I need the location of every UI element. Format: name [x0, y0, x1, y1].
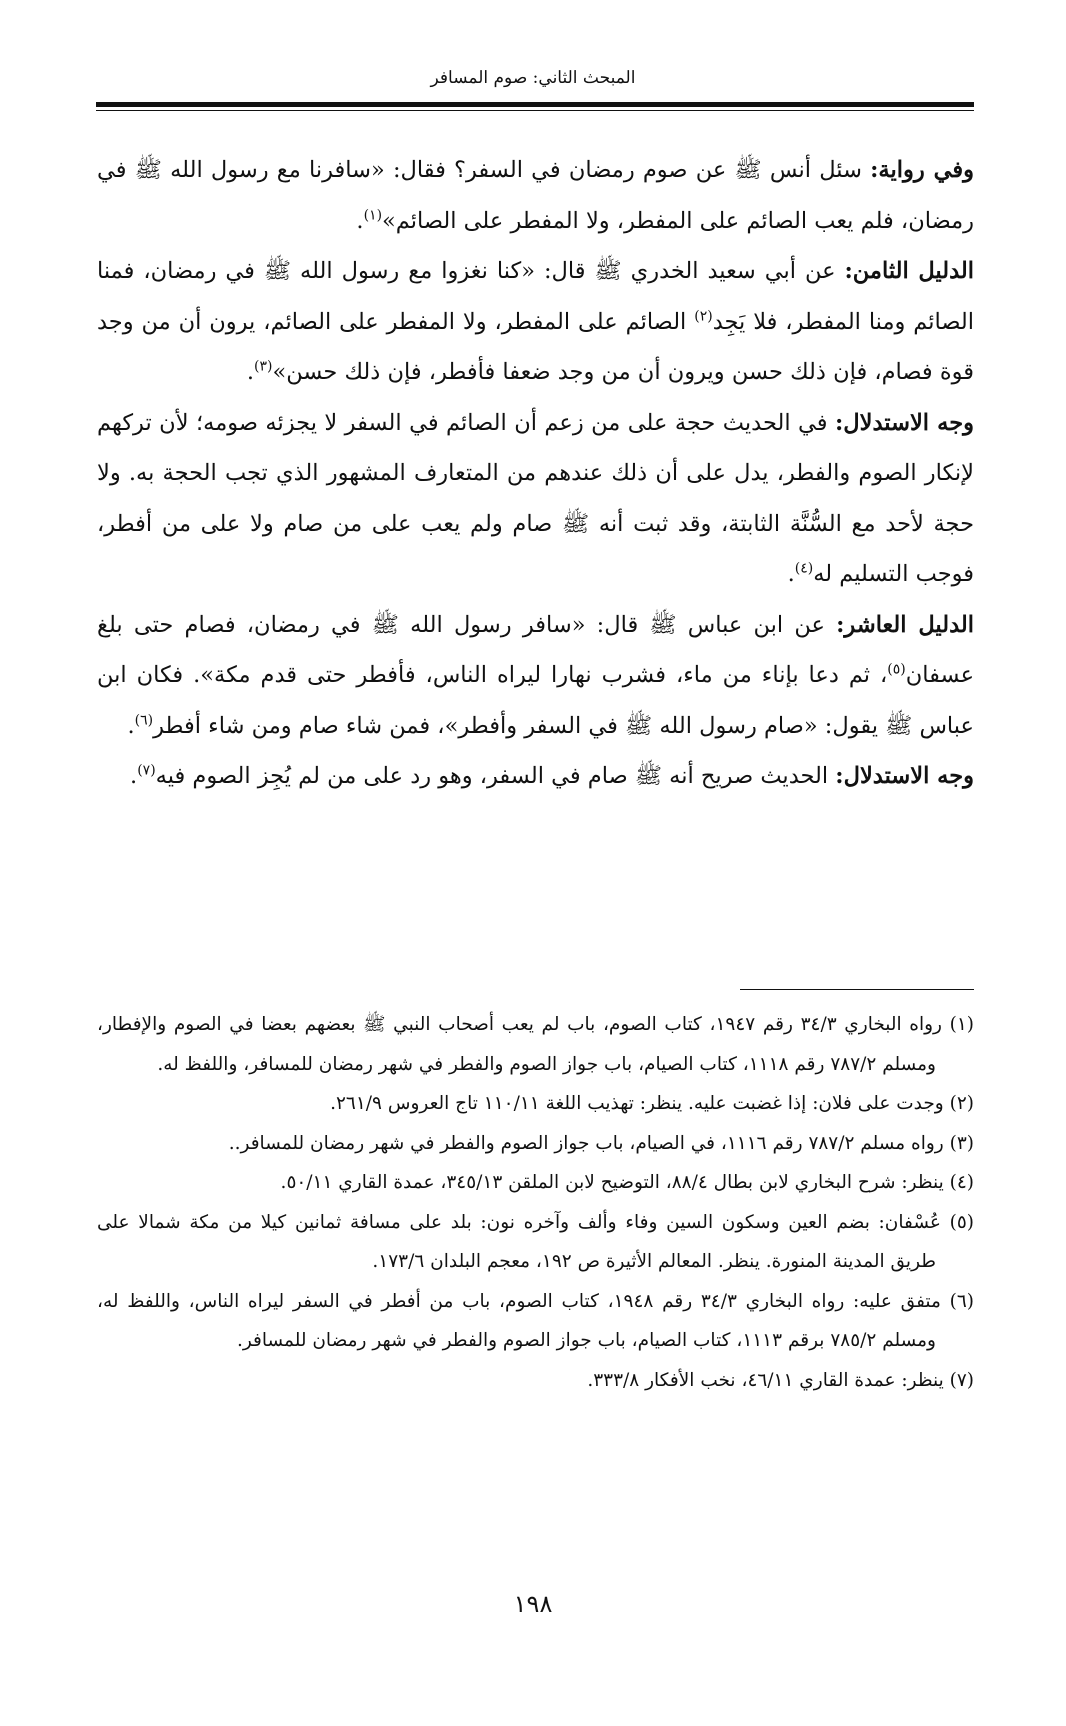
footnote-7: (٧) ينظر: عمدة القاري ٤٦/١١، نخب الأفكار ٣٣٣/٨.: [587, 1369, 974, 1391]
footnote-ref-5[interactable]: (٥): [887, 661, 906, 678]
page-number: ١٩٨: [513, 1590, 553, 1618]
paragraph-label: الدليل الثامن:: [844, 258, 974, 284]
paragraph-label: وفي رواية:: [870, 157, 974, 183]
footnote-ref-3[interactable]: (٣): [253, 358, 273, 375]
paragraph-end: .: [356, 207, 364, 234]
paragraph-end: .: [246, 359, 254, 385]
main-text: [97, 145, 974, 802]
paragraph-text: سئل أنس ﷺ عن صوم رمضان في السفر؟ فقال: «سافرنا مع رسول الله ﷺ في رمضان، فلم يعب الصائم على المفطر، ولا المفطر على الصائم»: [97, 157, 974, 234]
header-rule-thick: [96, 102, 974, 107]
paragraph-end: .: [127, 712, 135, 739]
footnote-6: (٦) متفق عليه: رواه البخاري ٣٤/٣ رقم ١٩٤٨، كتاب الصوم، باب من أفطر في السفر ليراه الناس، واللفظ له، ومسلم ٧٨٥/٢ برقم ١١١٣، كتاب الصيام، باب جواز الصوم والفطر في شهر رمضان للمسافر.: [97, 1290, 974, 1351]
paragraph-label: وجه الاستدلال:: [835, 763, 974, 789]
footnote-5: (٥) عُسْفان: بضم العين وسكون السين وفاء وألف وآخره نون: بلد على مسافة ثمانين كيلا من مكة شمالا على طريق المدينة المنورة. ينظر. المعالم الأثيرة ص ١٩٢، معجم البلدان ١٧٣/٦.: [97, 1211, 974, 1272]
paragraph-dalil-8: [97, 246, 974, 398]
paragraph-text-cont: ، ثم دعا بإناء من ماء، فشرب نهارا ليراه الناس، فأفطر حتى قدم مكة». فكان ابن عباس ﷺ يقول: «صام رسول الله ﷺ في السفر وأفطر»، فمن شاء صام ومن شاء أفطر: [97, 662, 974, 739]
running-header-title: المبحث الثاني: صوم المسافر: [430, 68, 636, 88]
paragraph-istidlal-2: [97, 751, 974, 802]
footnote-3: (٣) رواه مسلم ٧٨٧/٢ رقم ١١١٦، في الصيام، باب جواز الصوم والفطر في شهر رمضان للمسافر..: [228, 1132, 974, 1154]
footnotes: [97, 1005, 974, 1400]
paragraph-label: وجه الاستدلال:: [835, 409, 974, 436]
footnote-ref-4[interactable]: (٤): [794, 560, 814, 577]
paragraph-text: عن ابن عباس ﷺ قال: «سافر رسول الله ﷺ في رمضان، فصام حتى بلغ عسفان: [97, 611, 974, 688]
footnote-ref-6[interactable]: (٦): [134, 712, 154, 728]
footnote-ref-1[interactable]: (١): [363, 207, 383, 223]
paragraph-label: الدليل العاشر:: [836, 611, 974, 638]
footnote-separator: [740, 989, 974, 990]
footnote-4: (٤) ينظر: شرح البخاري لابن بطال ٨٨/٤، التوضيح لابن الملقن ٣٤٥/١٣، عمدة القاري ٥٠/١١.: [280, 1172, 974, 1193]
paragraph-text: في الحديث حجة على من زعم أن الصائم في السفر لا يجزئه صومه؛ لأن تركهم لإنكار الصوم والفطر، يدل على أن ذلك عندهم من المتعارف المشهور الذي تجب الحجة به. ولا حجة لأحد مع السُّنَّة الثابتة، وقد ثبت أنه ﷺ صام ولم يعب على من صام ولا على من أفطر، فوجب التسليم له: [97, 409, 974, 587]
paragraph-text: الحديث صريح أنه ﷺ صام في السفر، وهو رد على من لم يُجِز الصوم فيه: [155, 763, 829, 789]
paragraph-istidlal-1: [97, 398, 974, 600]
paragraph-dalil-10: [97, 600, 974, 752]
paragraph-text: عن أبي سعيد الخدري ﷺ قال: «كنا نغزوا مع رسول الله ﷺ في رمضان، فمنا الصائم ومنا المفطر، فلا يَجِد: [97, 258, 975, 335]
paragraph-text-cont: الصائم على المفطر، ولا المفطر على الصائم، يرون أن من وجد قوة فصام، فإن ذلك حسن ويرون أن من وجد ضعفا فأفطر، فإن ذلك حسن»: [97, 308, 974, 385]
footnote-ref-2[interactable]: (٢): [694, 308, 713, 324]
paragraph-end: .: [787, 561, 795, 587]
paragraph-end: .: [130, 763, 138, 789]
footnote-2: (٢) وجدت على فلان: إذا غضبت عليه. ينظر: تهذيب اللغة ١١٠/١١ تاج العروس ٢٦١/٩.: [330, 1093, 974, 1114]
footnote-1: (١) رواه البخاري ٣٤/٣ رقم ١٩٤٧، كتاب الصوم، باب لم يعب أصحاب النبي ﷺ بعضهم بعضا في الصوم والإفطار، ومسلم ٧٨٧/٢ رقم ١١١٨، كتاب الصيام، باب جواز الصوم والفطر في شهر رمضان للمسافر، واللفظ له.: [97, 1014, 974, 1075]
footnote-ref-7[interactable]: (٧): [137, 762, 156, 779]
header-rule-thin: [96, 110, 974, 111]
paragraph-riwaya: [97, 145, 974, 246]
